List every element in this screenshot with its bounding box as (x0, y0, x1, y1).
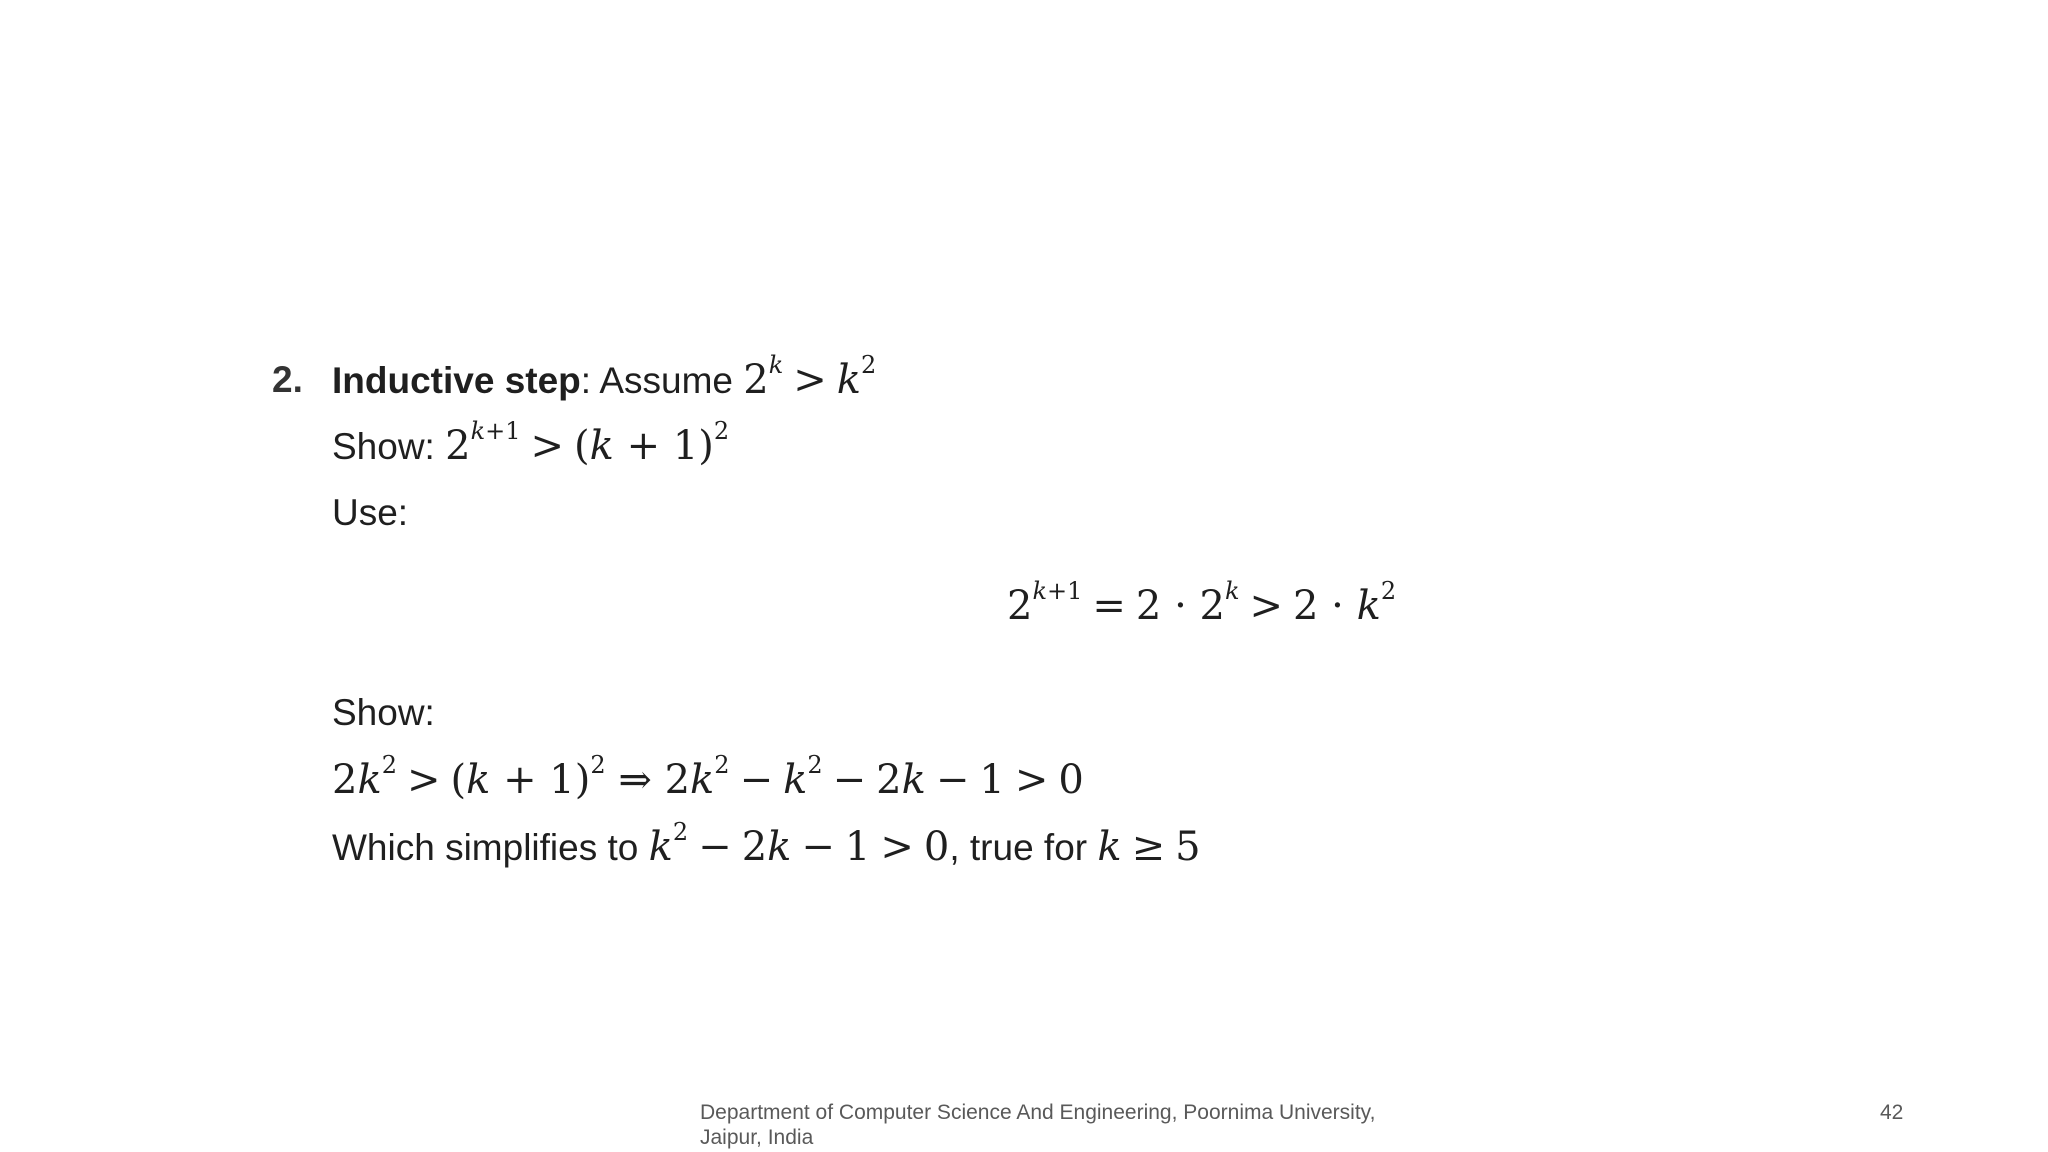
true-for-text: , true for (949, 827, 1088, 868)
use-line (332, 491, 408, 535)
display-equation (1007, 576, 1397, 629)
page-number: 42 (1880, 1101, 1904, 1124)
simplifies-line (332, 817, 1201, 870)
simplified-formula: $k^2 - 2k - 1 > 0$ (648, 817, 950, 870)
footer-department: Department of Computer Science And Engineering, Poornima University, Jaipur, India (700, 1101, 1376, 1149)
inequality-formula: $2k^2 > (k + 1)^2$ ⇒ $2k^2 - k^2 - 2k - 1 > 0$ (332, 750, 1084, 803)
inequality-line (332, 750, 1084, 803)
simplifies-prefix: Which simplifies to (332, 827, 639, 868)
use-formula: $2^{k+1} = 2 \cdot 2^k > 2 \cdot k^2$ (1007, 576, 1397, 629)
show-line-1 (332, 416, 730, 469)
show-line-2 (332, 691, 435, 735)
assumption-formula: $2^k > k^2$ (743, 350, 877, 403)
condition-formula: k ≥ 5 (1097, 824, 1201, 870)
show-label-2: Show: (332, 692, 435, 733)
assume-label: Assume (599, 360, 733, 401)
show-formula-1: $2^{k+1} > (k + 1)^2$ (445, 416, 730, 469)
use-label: Use: (332, 492, 409, 533)
step-number: 2. (272, 359, 303, 400)
show-label-1: Show: (332, 426, 435, 467)
step-heading: Inductive step (332, 360, 581, 401)
step-colon: : (580, 360, 592, 401)
